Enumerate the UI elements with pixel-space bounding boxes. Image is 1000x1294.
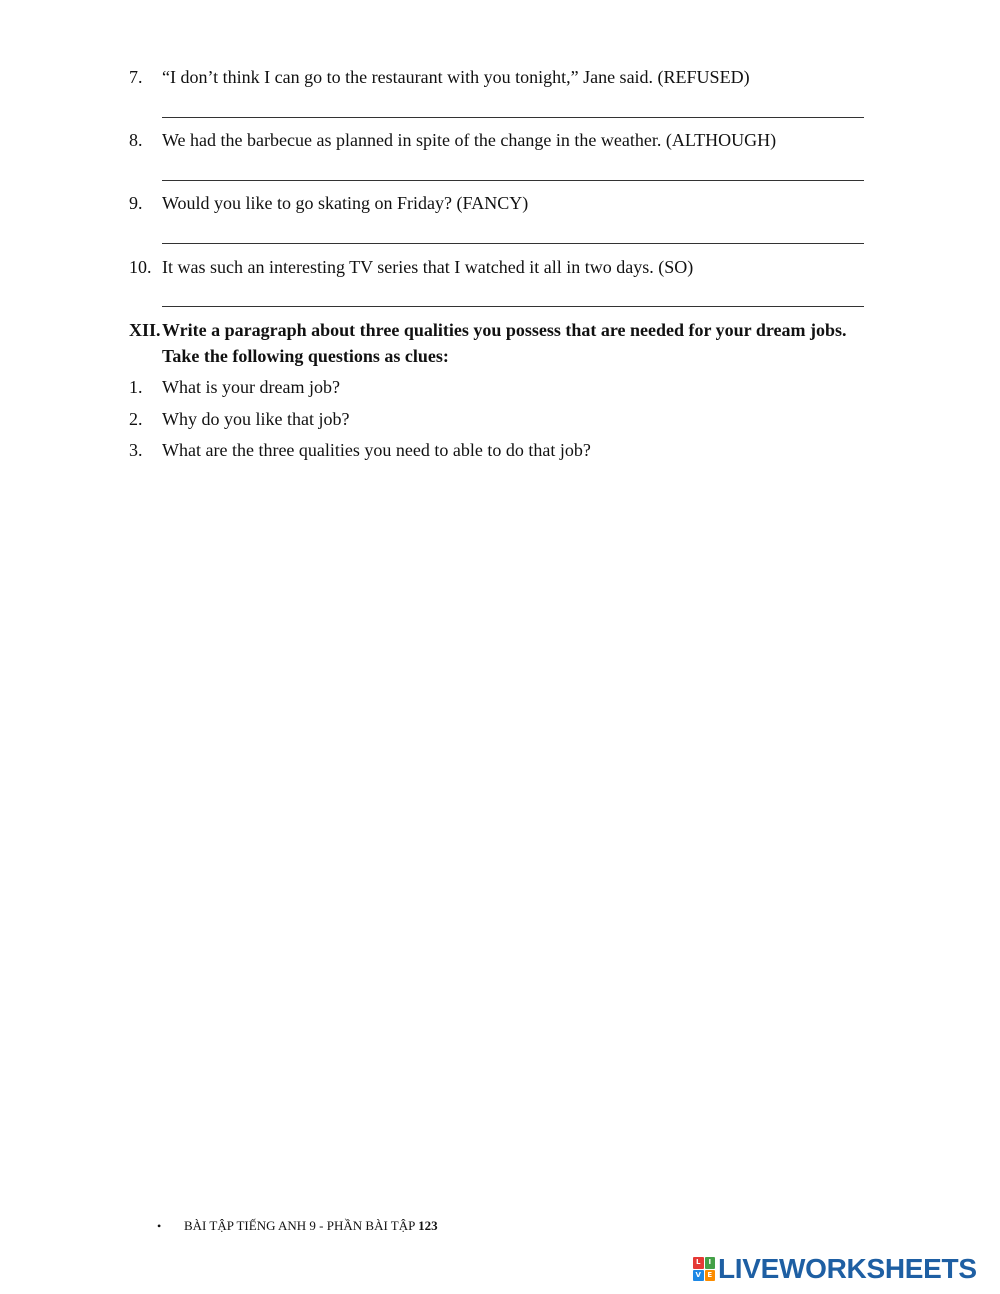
footer-label: BÀI TẬP TIẾNG ANH 9 - PHẦN BÀI TẬP xyxy=(184,1218,415,1233)
item-number: 8. xyxy=(129,130,143,150)
question-text: Why do you like that job? xyxy=(162,409,350,429)
page-footer xyxy=(157,1218,438,1234)
answer-line-9[interactable] xyxy=(162,243,864,244)
section-roman-numeral: XII. xyxy=(129,320,161,340)
item-text: Would you like to go skating on Friday? (FANCY) xyxy=(162,193,529,213)
item-text: It was such an interesting TV series that I watched it all in two days. (SO) xyxy=(162,257,694,277)
question-number: 1. xyxy=(129,377,143,397)
exercise-item-9 xyxy=(129,192,528,214)
answer-line-7[interactable] xyxy=(162,117,864,118)
section-instruction-line1: Write a paragraph about three qualities you possess that are needed for your dream jobs. xyxy=(162,320,847,340)
item-text: We had the barbecue as planned in spite of the change in the weather. (ALTHOUGH) xyxy=(162,130,777,150)
live-blocks-icon xyxy=(693,1257,715,1281)
question-number: 3. xyxy=(129,440,143,460)
logo-block-v: V xyxy=(693,1270,704,1282)
exercise-item-10 xyxy=(129,256,693,278)
clue-question-1 xyxy=(129,376,340,398)
section-instruction-line2: Take the following questions as clues: xyxy=(162,346,449,366)
question-text: What are the three qualities you need to able to do that job? xyxy=(162,440,591,460)
logo-block-e: E xyxy=(705,1270,716,1282)
logo-block-i: I xyxy=(705,1257,716,1269)
exercise-item-8 xyxy=(129,129,776,151)
item-text: “I don’t think I can go to the restaurant with you tonight,” Jane said. (REFUSED) xyxy=(162,67,750,87)
answer-line-8[interactable] xyxy=(162,180,864,181)
liveworksheets-logo xyxy=(693,1254,977,1284)
item-number: 7. xyxy=(129,67,143,87)
question-number: 2. xyxy=(129,409,143,429)
question-text: What is your dream job? xyxy=(162,377,340,397)
brand-name: LIVEWORKSHEETS xyxy=(718,1253,977,1284)
item-number: 10. xyxy=(129,257,152,277)
answer-line-10[interactable] xyxy=(162,306,864,307)
clue-question-2 xyxy=(129,408,349,430)
exercise-item-7 xyxy=(129,66,750,88)
footer-page-number: 123 xyxy=(418,1218,438,1233)
clue-question-3 xyxy=(129,439,591,461)
footer-bullet: • xyxy=(157,1219,162,1233)
item-number: 9. xyxy=(129,193,143,213)
logo-block-l: L xyxy=(693,1257,704,1269)
